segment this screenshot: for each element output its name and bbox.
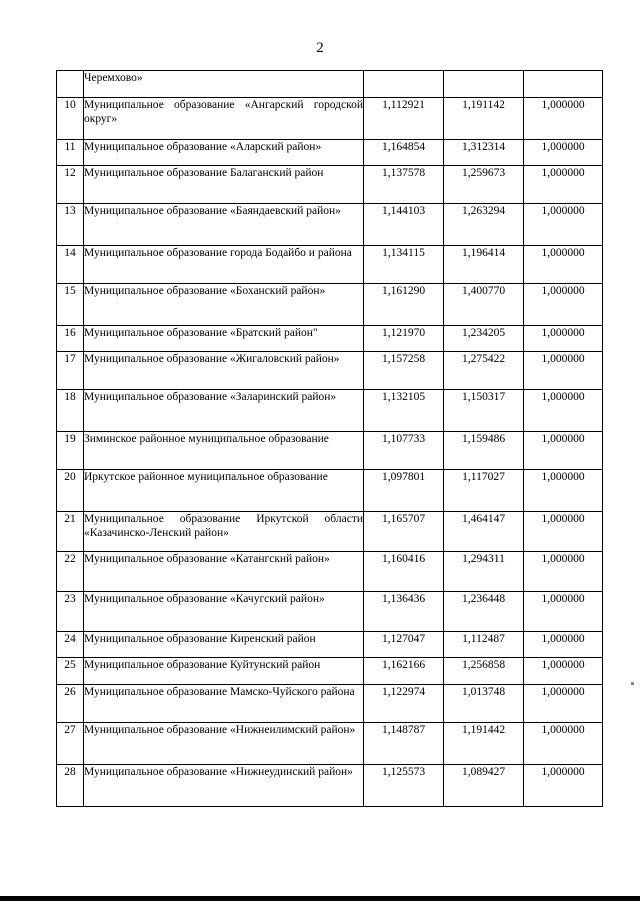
row-number-cell: 10 [57, 98, 84, 140]
table-row [57, 390, 603, 432]
coefficient-3-cell: 1,000000 [524, 166, 603, 204]
coefficient-2-cell: 1,294311 [444, 552, 524, 592]
municipality-name-cell: Муниципальное образование Балаганский район [84, 166, 364, 204]
coefficient-2-cell: 1,089427 [444, 765, 524, 807]
coefficient-3-cell: 1,000000 [524, 390, 603, 432]
coefficient-3-cell: 1,000000 [524, 470, 603, 512]
row-number-cell: 13 [57, 204, 84, 246]
municipality-name-cell: Муниципальное образование города Бодайбо и района [84, 246, 364, 284]
row-number-cell: 24 [57, 632, 84, 658]
municipality-name-cell: Муниципальное образование «Братский район" [84, 326, 364, 352]
table-row [57, 98, 603, 140]
municipality-name-cell: Муниципальное образование «Заларинский район» [84, 390, 364, 432]
coefficient-3-cell: 1,000000 [524, 552, 603, 592]
table-row [57, 71, 603, 98]
coefficient-2-cell: 1,312314 [444, 140, 524, 166]
municipality-name-cell: Иркутское районное муниципальное образование [84, 470, 364, 512]
coefficient-3-cell: 1,000000 [524, 204, 603, 246]
table-row [57, 326, 603, 352]
coefficient-1-cell: 1,144103 [364, 204, 444, 246]
table-row [57, 592, 603, 632]
municipality-name-cell: Муниципальное образование «Аларский район» [84, 140, 364, 166]
table-row [57, 685, 603, 723]
coefficient-3-cell: 1,000000 [524, 326, 603, 352]
coefficient-2-cell: 1,117027 [444, 470, 524, 512]
coefficient-1-cell: 1,137578 [364, 166, 444, 204]
coefficient-3-cell: 1,000000 [524, 246, 603, 284]
table-row [57, 512, 603, 552]
coefficient-2-cell: 1,236448 [444, 592, 524, 632]
row-number-cell: 25 [57, 658, 84, 685]
coefficient-1-cell: 1,164854 [364, 140, 444, 166]
row-number-cell: 14 [57, 246, 84, 284]
row-number-cell: 23 [57, 592, 84, 632]
row-number-cell: 11 [57, 140, 84, 166]
municipality-name-cell: Муниципальное образование «Нижнеилимский район» [84, 723, 364, 765]
coefficient-2-cell [444, 71, 524, 98]
municipality-name-cell: Муниципальное образование «Ангарский городской округ» [84, 98, 364, 140]
coefficient-1-cell: 1,161290 [364, 284, 444, 326]
table-row [57, 632, 603, 658]
municipality-name-cell: Муниципальное образование «Боханский район» [84, 284, 364, 326]
scan-bottom-edge [0, 896, 640, 901]
row-number-cell: 15 [57, 284, 84, 326]
coefficient-2-cell: 1,191142 [444, 98, 524, 140]
table-row [57, 432, 603, 470]
coefficient-3-cell: 1,000000 [524, 432, 603, 470]
row-number-cell: 27 [57, 723, 84, 765]
row-number-cell: 26 [57, 685, 84, 723]
coefficient-3-cell: 1,000000 [524, 723, 603, 765]
coefficient-1-cell: 1,097801 [364, 470, 444, 512]
row-number-cell: 16 [57, 326, 84, 352]
municipality-name-cell: Зиминское районное муниципальное образование [84, 432, 364, 470]
coefficient-2-cell: 1,263294 [444, 204, 524, 246]
coefficient-3-cell: 1,000000 [524, 284, 603, 326]
coefficient-1-cell: 1,157258 [364, 352, 444, 390]
coefficient-1-cell: 1,165707 [364, 512, 444, 552]
municipality-name-cell: Муниципальное образование Мамско-Чуйского района [84, 685, 364, 723]
row-number-cell: 21 [57, 512, 84, 552]
coefficient-2-cell: 1,191442 [444, 723, 524, 765]
coefficient-2-cell: 1,275422 [444, 352, 524, 390]
coefficient-3-cell: 1,000000 [524, 98, 603, 140]
row-number-cell: 17 [57, 352, 84, 390]
coefficient-1-cell: 1,134115 [364, 246, 444, 284]
coefficient-3-cell: 1,000000 [524, 685, 603, 723]
coefficient-1-cell: 1,122974 [364, 685, 444, 723]
coefficient-2-cell: 1,196414 [444, 246, 524, 284]
row-number-cell: 19 [57, 432, 84, 470]
coefficient-3-cell: 1,000000 [524, 632, 603, 658]
coefficient-2-cell: 1,234205 [444, 326, 524, 352]
municipality-name-cell: Муниципальное образование Киренский район [84, 632, 364, 658]
coefficient-2-cell: 1,013748 [444, 685, 524, 723]
coefficient-2-cell: 1,400770 [444, 284, 524, 326]
coefficient-1-cell: 1,125573 [364, 765, 444, 807]
coefficient-3-cell: 1,000000 [524, 352, 603, 390]
table-row [57, 140, 603, 166]
coefficient-1-cell: 1,121970 [364, 326, 444, 352]
table-row [57, 658, 603, 685]
coefficient-1-cell: 1,162166 [364, 658, 444, 685]
coefficient-1-cell: 1,148787 [364, 723, 444, 765]
row-number-cell: 28 [57, 765, 84, 807]
municipality-name-cell: Муниципальное образование Иркутской области «Казачинско-Ленский район» [84, 512, 364, 552]
coefficient-3-cell: 1,000000 [524, 592, 603, 632]
table-row [57, 723, 603, 765]
municipality-name-cell: Муниципальное образование «Баяндаевский район» [84, 204, 364, 246]
row-number-cell: 12 [57, 166, 84, 204]
coefficient-3-cell: 1,000000 [524, 140, 603, 166]
coefficient-1-cell: 1,112921 [364, 98, 444, 140]
table-row [57, 470, 603, 512]
coefficient-3-cell [524, 71, 603, 98]
coefficient-2-cell: 1,464147 [444, 512, 524, 552]
municipality-name-cell: Муниципальное образование «Нижнеудинский район» [84, 765, 364, 807]
table-row [57, 246, 603, 284]
coefficient-3-cell: 1,000000 [524, 512, 603, 552]
table-row [57, 352, 603, 390]
coefficient-1-cell [364, 71, 444, 98]
coefficient-2-cell: 1,150317 [444, 390, 524, 432]
row-number-cell: 22 [57, 552, 84, 592]
row-number-cell [57, 71, 84, 98]
table-body [57, 71, 603, 807]
municipality-name-cell: Черемхово» [84, 71, 364, 98]
municipality-name-cell: Муниципальное образование «Катангский район» [84, 552, 364, 592]
table-row [57, 765, 603, 807]
coefficient-1-cell: 1,136436 [364, 592, 444, 632]
coefficients-table [56, 70, 603, 807]
coefficient-2-cell: 1,159486 [444, 432, 524, 470]
coefficient-3-cell: 1,000000 [524, 658, 603, 685]
coefficient-1-cell: 1,160416 [364, 552, 444, 592]
table-row [57, 552, 603, 592]
row-number-cell: 20 [57, 470, 84, 512]
coefficient-2-cell: 1,112487 [444, 632, 524, 658]
table-row [57, 284, 603, 326]
table-row [57, 166, 603, 204]
coefficient-2-cell: 1,259673 [444, 166, 524, 204]
municipality-name-cell: Муниципальное образование «Жигаловский район» [84, 352, 364, 390]
coefficient-1-cell: 1,107733 [364, 432, 444, 470]
coefficient-1-cell: 1,127047 [364, 632, 444, 658]
coefficient-2-cell: 1,256858 [444, 658, 524, 685]
coefficient-3-cell: 1,000000 [524, 765, 603, 807]
scan-speck [631, 682, 634, 685]
table-row [57, 204, 603, 246]
coefficient-1-cell: 1,132105 [364, 390, 444, 432]
municipality-name-cell: Муниципальное образование «Качугский район» [84, 592, 364, 632]
page-number: 2 [316, 40, 324, 56]
row-number-cell: 18 [57, 390, 84, 432]
municipality-name-cell: Муниципальное образование Куйтунский район [84, 658, 364, 685]
